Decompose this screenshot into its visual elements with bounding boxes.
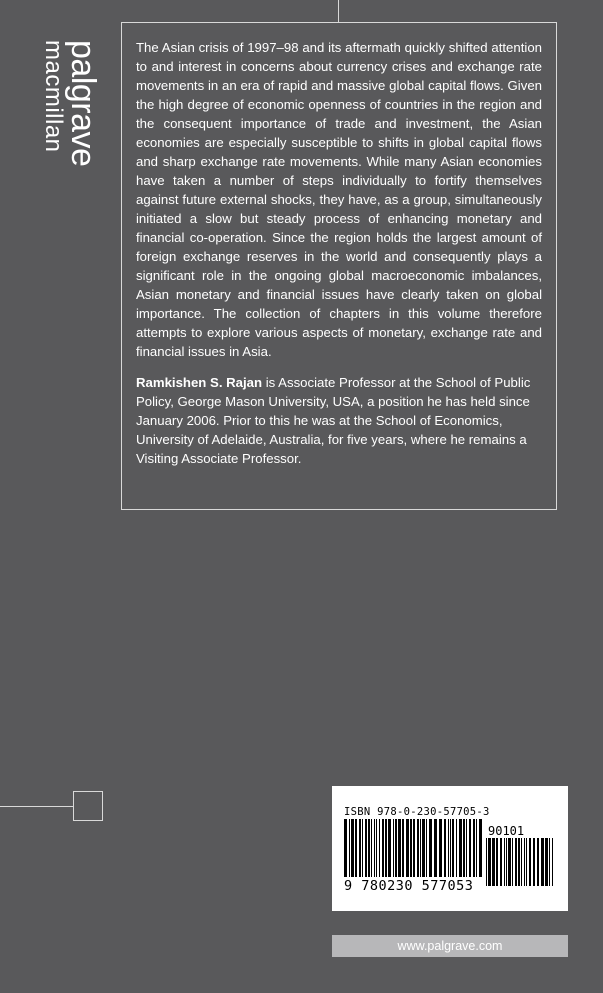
barcode-bar bbox=[434, 819, 437, 877]
ean-barcode bbox=[344, 819, 484, 877]
barcode-bar bbox=[410, 819, 412, 877]
barcode-bar bbox=[398, 819, 401, 877]
publisher-logo bbox=[36, 40, 106, 190]
barcode-bar bbox=[395, 819, 397, 877]
barcode-bar bbox=[552, 838, 553, 886]
barcode-bar bbox=[463, 819, 465, 877]
barcode-bar bbox=[379, 819, 380, 877]
barcode-bar bbox=[371, 819, 372, 877]
barcode-bar bbox=[439, 819, 442, 877]
barcode-bar bbox=[362, 819, 363, 877]
barcode-bar bbox=[492, 838, 495, 886]
barcode-bar bbox=[450, 819, 451, 877]
barcode-bar bbox=[496, 838, 498, 886]
price-barcode bbox=[486, 838, 556, 886]
barcode-bar bbox=[479, 819, 482, 877]
barcode-bar bbox=[541, 838, 544, 886]
barcode-bar bbox=[469, 819, 471, 877]
author-name: Ramkishen S. Rajan bbox=[136, 375, 263, 390]
barcode-bar bbox=[515, 838, 517, 886]
website-url[interactable]: www.palgrave.com bbox=[397, 939, 503, 953]
barcode-bar bbox=[417, 819, 419, 877]
barcode-bar bbox=[429, 819, 432, 877]
barcode-bar bbox=[444, 819, 446, 877]
barcode-bar bbox=[529, 838, 531, 886]
barcode-bar bbox=[376, 819, 377, 877]
barcode-bar bbox=[508, 838, 511, 886]
barcode-bar bbox=[537, 838, 539, 886]
barcode-bar bbox=[413, 819, 415, 877]
barcode-bar bbox=[359, 819, 361, 877]
barcode-bar bbox=[506, 838, 507, 886]
isbn-digits: 9 780230 577053 bbox=[344, 878, 474, 894]
barcode-bar bbox=[448, 819, 449, 877]
barcode-bar bbox=[351, 819, 354, 877]
barcode-bar bbox=[382, 819, 384, 877]
barcode-bar bbox=[545, 838, 548, 886]
barcode-bar bbox=[349, 819, 350, 877]
barcode-bar bbox=[533, 838, 535, 886]
barcode-bar bbox=[476, 819, 477, 877]
barcode-bar bbox=[365, 819, 367, 877]
website-bar bbox=[332, 935, 568, 957]
barcode-bar bbox=[488, 838, 491, 886]
barcode-bar bbox=[393, 819, 394, 877]
decorative-square bbox=[73, 791, 103, 821]
barcode-bar bbox=[452, 819, 454, 877]
barcode-bar bbox=[422, 819, 425, 877]
barcode-panel bbox=[332, 786, 568, 911]
barcode-bar bbox=[406, 819, 409, 877]
barcode-bar bbox=[402, 819, 404, 877]
top-vertical-rule bbox=[338, 0, 339, 22]
barcode-bar bbox=[526, 838, 527, 886]
publisher-logo-line1: palgrave bbox=[64, 40, 102, 167]
barcode-bar bbox=[473, 819, 475, 877]
barcode-bar bbox=[456, 819, 457, 877]
barcode-bar bbox=[344, 819, 347, 877]
book-description: The Asian crisis of 1997–98 and its aftermath quickly shifted attention to and interest in concerns about currency crises and exchange rate movements in an era of rapid and massive global capital flows. Given the high degree of economic openness of countries in the region and the consequent importance of trade and investment, the Asian economies are especially susceptible to shifts in global capital flows and sharp exchange rate movements. While many Asian economies have taken a number of steps individually to fortify themselves against future external shocks, they have, as a group, simultaneously initiated a slow but steady process of enhancing monetary and financial co-operation. Since the region holds the largest amount of foreign exchange reserves in the world and consequently plays a significant role in the ongoing global macroeconomic imbalances, Asian monetary and financial issues have clearly taken on global importance. The collection of chapters in this volume therefore attempts to explore various aspects of monetary, exchange rate and financial issues in Asia. bbox=[136, 40, 542, 359]
barcode-bar bbox=[388, 819, 391, 877]
isbn-label: ISBN 978-0-230-57705-3 bbox=[344, 806, 490, 818]
barcode-bar bbox=[504, 838, 505, 886]
barcode-bar bbox=[466, 819, 467, 877]
barcode-bar bbox=[459, 819, 462, 877]
publisher-logo-line2: macmillan bbox=[40, 40, 67, 153]
author-bio-text: is Associate Professor at the School of Public Policy, George Mason University, USA, a position he has held since January 2006. Prior to this he was at the School of Economics, University of Adelaide, Australia, for five years, where he remains a Visiting Associate Professor. bbox=[136, 375, 531, 466]
barcode-bar bbox=[521, 838, 522, 886]
barcode-bar bbox=[368, 819, 370, 877]
barcode-bar bbox=[500, 838, 502, 886]
barcode-bar bbox=[512, 838, 513, 886]
bottom-horizontal-rule bbox=[0, 806, 73, 807]
barcode-bar bbox=[518, 838, 520, 886]
barcode-bar bbox=[420, 819, 421, 877]
barcode-bar bbox=[426, 819, 427, 877]
barcode-bar bbox=[374, 819, 375, 877]
barcode-bar bbox=[385, 819, 387, 877]
barcode-bar bbox=[524, 838, 525, 886]
barcode-bar bbox=[355, 819, 357, 877]
barcode-bar bbox=[486, 838, 487, 886]
blurb-box bbox=[121, 22, 557, 510]
price-code: 90101 bbox=[488, 824, 525, 838]
barcode-bar bbox=[549, 838, 550, 886]
author-bio bbox=[136, 373, 542, 468]
